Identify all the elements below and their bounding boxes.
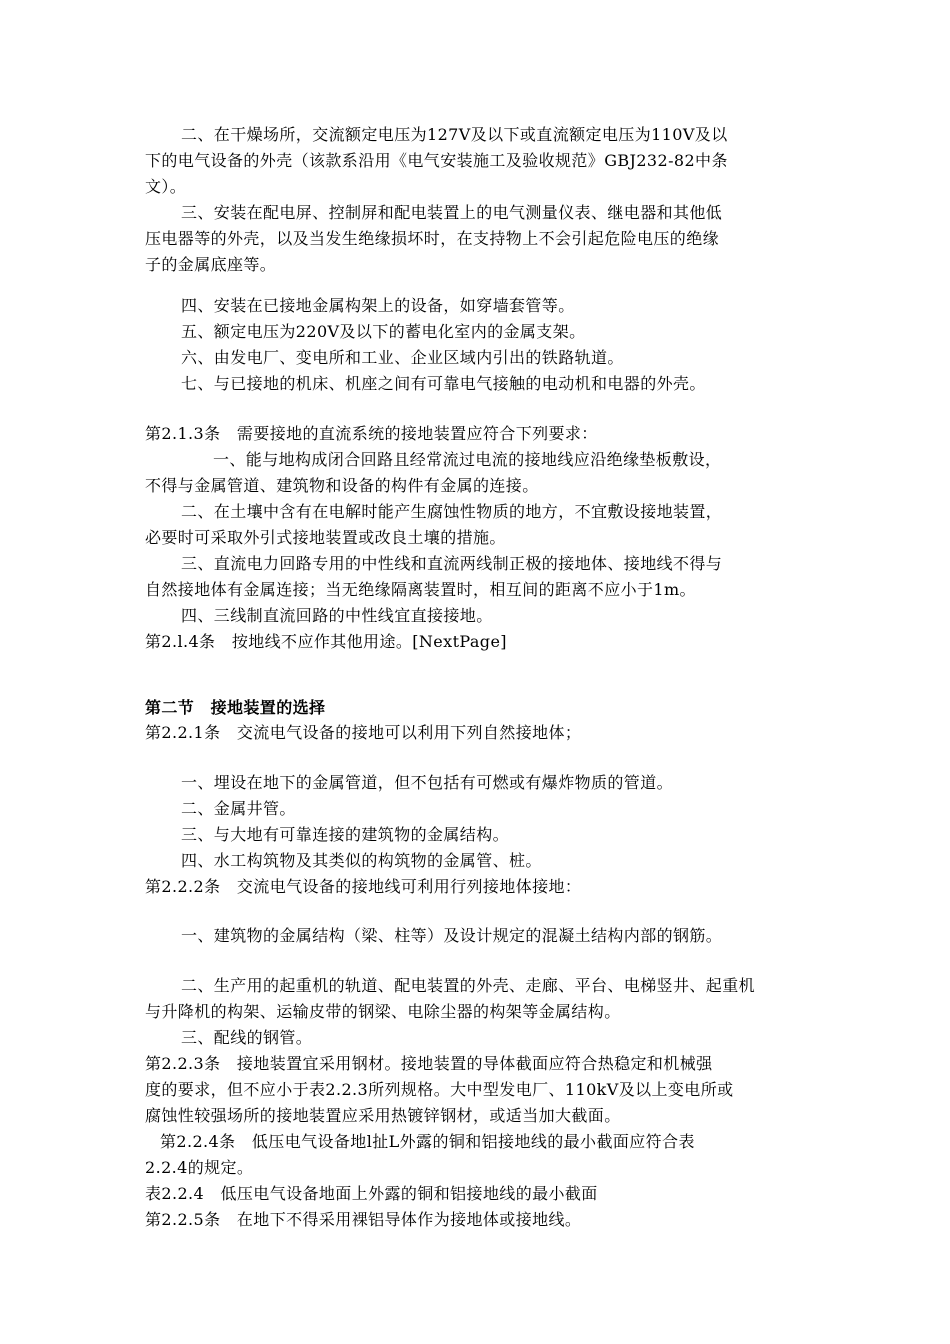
clause-heading: 第2.2.2条 交流电气设备的接地线可利用行列接地体接地： [145,877,582,896]
paragraph-line: 文）。 [145,177,187,196]
paragraph-line: 二、金属井管。 [181,799,296,818]
paragraph-line: 自然接地体有金属连接；当无绝缘隔离装置时，相互间的距离不应小于1m。 [145,580,696,599]
table-caption: 表2.2.4 低压电气设备地面上外露的铜和铝接地线的最小截面 [145,1184,598,1203]
paragraph-line: 必要时可采取外引式接地装置或改良土壤的措施。 [145,528,506,547]
clause-heading: 第2.2.1条 交流电气设备的接地可以利用下列自然接地体； [145,723,582,742]
paragraph-line: 2.2.4的规定。 [145,1158,254,1177]
paragraph-line: 四、水工构筑物及其类似的构筑物的金属管、桩。 [181,851,542,870]
paragraph-line: 二、在土壤中含有在电解时能产生腐蚀性物质的地方，不宜敷设接地装置， [181,502,723,521]
paragraph-line: 压电器等的外壳，以及当发生绝缘损坏时，在支持物上不会引起危险电压的绝缘 [145,229,720,248]
clause-heading: 第2.2.5条 在地下不得采用裸铝导体作为接地体或接地线。 [145,1210,582,1229]
paragraph-line: 三、与大地有可靠连接的建筑物的金属结构。 [181,825,510,844]
paragraph-line: 下的电气设备的外壳（该款系沿用《电气安装施工及验收规范》GBJ232-82中条 [145,151,728,170]
paragraph-line: 二、生产用的起重机的轨道、配电装置的外壳、走廊、平台、电梯竖井、起重机 [181,976,756,995]
paragraph-line: 三、安装在配电屏、控制屏和配电装置上的电气测量仪表、继电器和其他低 [181,203,723,222]
paragraph-line: 五、额定电压为220V及以下的蓄电化室内的金属支架。 [181,322,586,341]
clause-heading: 第2.1.3条 需要接地的直流系统的接地装置应符合下列要求： [145,424,598,443]
paragraph-line: 子的金属底座等。 [145,255,277,274]
paragraph-line: 一、埋设在地下的金属管道，但不包括有可燃或有爆炸物质的管道。 [181,773,674,792]
paragraph-line: 三、配线的钢管。 [181,1028,313,1047]
paragraph-line: 一、能与地构成闭合回路且经常流过电流的接地线应沿绝缘垫板敷设， [213,450,722,469]
paragraph-line: 与升降机的构架、运输皮带的钢梁、电除尘器的构架等金属结构。 [145,1002,621,1021]
paragraph-line: 六、由发电厂、变电所和工业、企业区域内引出的铁路轨道。 [181,348,624,367]
paragraph-line: 三、直流电力回路专用的中性线和直流两线制正极的接地体、接地线不得与 [181,554,723,573]
clause-heading: 第2.2.4条 低压电气设备地l扯L外露的铜和铝接地线的最小截面应符合表 [160,1132,695,1151]
paragraph-line: 腐蚀性较强场所的接地装置应采用热镀锌钢材，或适当加大截面。 [145,1106,621,1125]
clause-heading: 第2.l.4条 按地线不应作其他用途。[NextPage] [145,632,507,651]
paragraph-line: 四、三线制直流回路的中性线宜直接接地。 [181,606,493,625]
section-title: 第二节 接地装置的选择 [145,698,326,717]
paragraph-line: 度的要求，但不应小于表2.2.3所列规格。大中型发电厂、110kV及以上变电所或 [145,1080,734,1099]
paragraph-line: 一、建筑物的金属结构（梁、柱等）及设计规定的混凝土结构内部的钢筋。 [181,926,723,945]
paragraph-line: 不得与金属管道、建筑物和设备的构件有金属的连接。 [145,476,539,495]
clause-heading: 第2.2.3条 接地装置宜采用钢材。接地装置的导体截面应符合热稳定和机械强 [145,1054,713,1073]
paragraph-line: 四、安装在已接地金属构架上的设备，如穿墙套管等。 [181,296,575,315]
paragraph-line: 二、在干燥场所，交流额定电压为127V及以下或直流额定电压为110V及以 [181,125,728,144]
paragraph-line: 七、与已接地的机床、机座之间有可靠电气接触的电动机和电器的外壳。 [181,374,706,393]
